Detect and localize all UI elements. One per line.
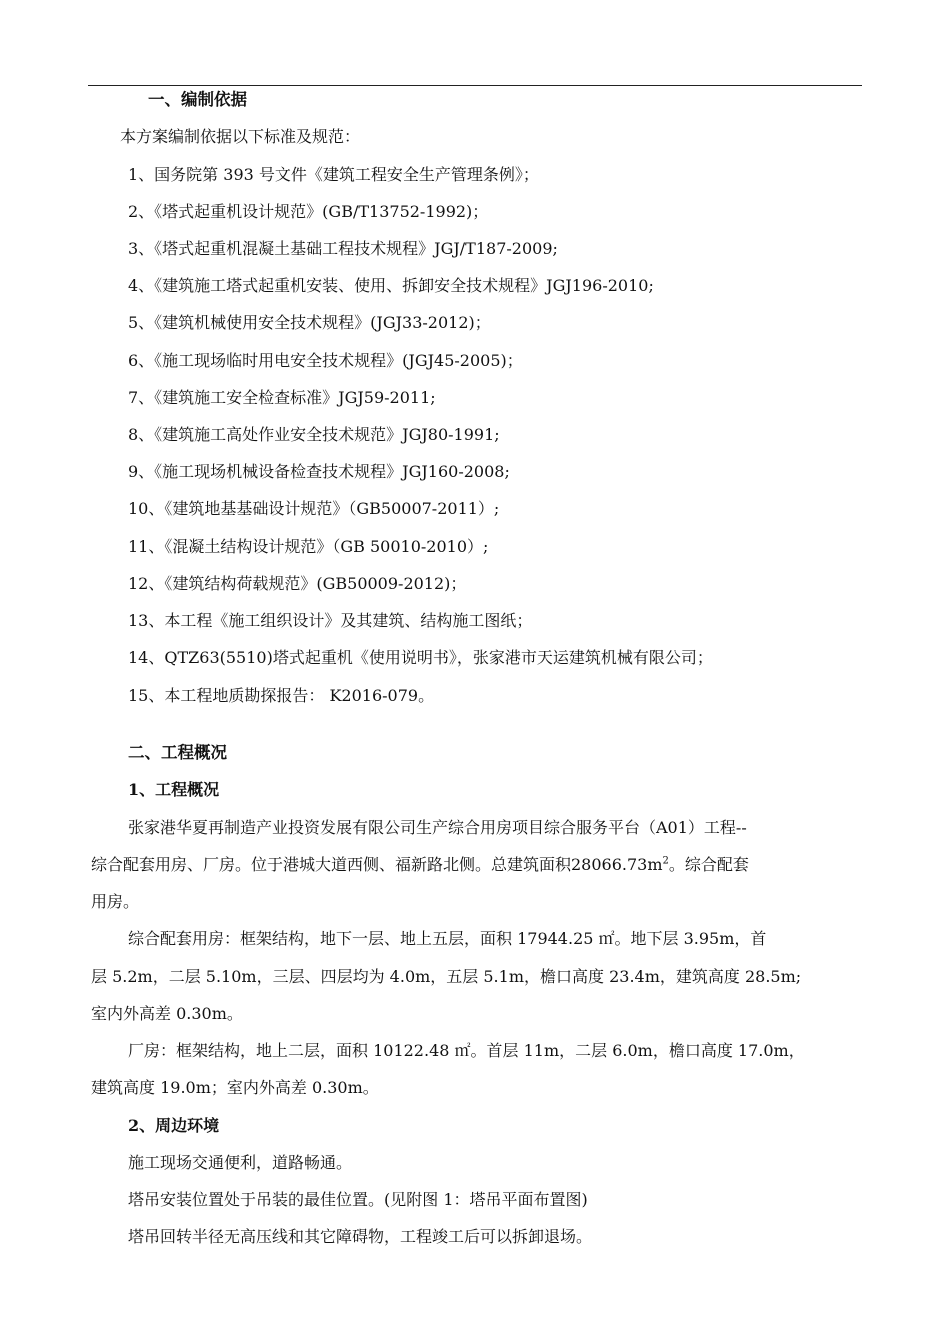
basis-item: 8、《建筑施工高处作业安全技术规范》JGJ80-1991;	[128, 425, 500, 444]
superscript: 2	[662, 855, 669, 867]
basis-item: 11、《混凝土结构设计规范》（GB 50010-2010）;	[128, 537, 489, 556]
environment-line: 塔吊回转半径无高压线和其它障碍物，工程竣工后可以拆卸退场。	[128, 1227, 593, 1246]
basis-item: 14、QTZ63(5510)塔式起重机《使用说明书》，张家港市天运建筑机械有限公司；	[128, 648, 713, 667]
overview-text: 综合配套用房、厂房。位于港城大道西侧、福新路北侧。总建筑面积28066.73m	[91, 855, 663, 874]
basis-item: 15、本工程地质勘探报告： K2016-079。	[128, 686, 435, 705]
section-heading-basis: 一、编制依据	[148, 90, 247, 109]
factory-paragraph-line: 建筑高度 19.0m；室内外高差 0.30m。	[91, 1078, 379, 1097]
subsection-heading-overview: 1、工程概况	[128, 780, 220, 799]
basis-item: 1、国务院第 393 号文件《建筑工程安全生产管理条例》；	[128, 165, 539, 184]
overview-text: 。综合配套	[668, 855, 749, 874]
basis-item: 10、《建筑地基基础设计规范》（GB50007-2011）;	[128, 499, 500, 518]
environment-line: 塔吊安装位置处于吊装的最佳位置。(见附图 1：塔吊平面布置图)	[128, 1190, 588, 1209]
basis-item: 4、《建筑施工塔式起重机安装、使用、拆卸安全技术规程》JGJ196-2010;	[128, 276, 654, 295]
basis-item: 5、《建筑机械使用安全技术规程》(JGJ33-2012)；	[128, 313, 491, 332]
basis-item: 12、《建筑结构荷载规范》(GB50009-2012)；	[128, 574, 467, 593]
factory-paragraph-line: 厂房：框架结构，地上二层，面积 10122.48 ㎡。首层 11m，二层 6.0m，檐口高度 17.0m，	[128, 1041, 805, 1060]
basis-item: 6、《施工现场临时用电安全技术规程》(JGJ45-2005)；	[128, 351, 523, 370]
basis-item: 3、《塔式起重机混凝土基础工程技术规程》JGJ/T187-2009;	[128, 239, 558, 258]
basis-intro: 本方案编制依据以下标准及规范：	[120, 127, 361, 146]
section-heading-overview: 二、工程概况	[128, 743, 227, 762]
building-paragraph-line: 室内外高差 0.30m。	[91, 1004, 243, 1023]
basis-item: 2、《塔式起重机设计规范》(GB/T13752-1992)；	[128, 202, 489, 221]
basis-item: 9、《施工现场机械设备检查技术规程》JGJ160-2008;	[128, 462, 510, 481]
header-rule	[88, 85, 862, 86]
overview-paragraph-line	[91, 854, 749, 876]
overview-paragraph-line: 用房。	[91, 892, 140, 911]
overview-paragraph-line: 张家港华夏再制造产业投资发展有限公司生产综合用房项目综合服务平台（A01）工程--	[128, 818, 747, 837]
building-paragraph-line: 综合配套用房：框架结构，地下一层、地上五层，面积 17944.25 ㎡。地下层 3.95m，首	[128, 929, 767, 948]
subsection-heading-environment: 2、周边环境	[128, 1116, 220, 1135]
basis-item: 13、本工程《施工组织设计》及其建筑、结构施工图纸；	[128, 611, 533, 630]
basis-item: 7、《建筑施工安全检查标准》JGJ59-2011;	[128, 388, 436, 407]
building-paragraph-line: 层 5.2m，二层 5.10m，三层、四层均为 4.0m，五层 5.1m，檐口高度 23.4m，建筑高度 28.5m;	[91, 967, 802, 986]
environment-line: 施工现场交通便利，道路畅通。	[128, 1153, 353, 1172]
